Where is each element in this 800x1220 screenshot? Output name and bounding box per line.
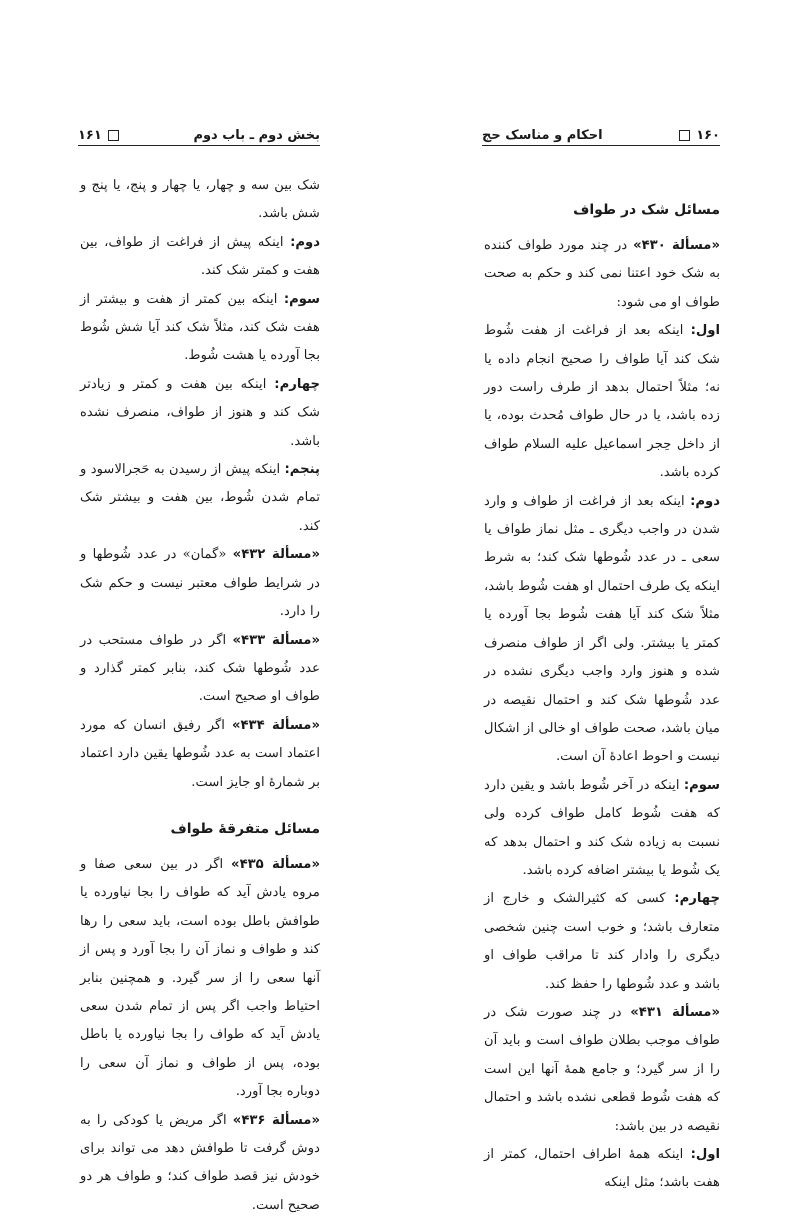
body: اینکه بین کمتر از هفت و بیشتر از هفت شک کند، مثلاً شک کند آیا شش شُوط بجا آورده یا هشت شُوط. (80, 291, 320, 364)
section-title: مسائل متفرقهٔ طواف (170, 820, 320, 837)
running-header (482, 121, 720, 143)
paragraph (484, 317, 720, 487)
lead: دوم: (690, 493, 720, 509)
paragraph (80, 229, 320, 286)
masala-number: «مسألة ۴۳۰» (633, 238, 720, 253)
section-title: مسائل شک در طواف (573, 202, 720, 218)
body: شک بین سه و چهار، یا چهار و پنج، یا پنج و شش باشد. (80, 178, 320, 222)
paragraph (80, 286, 320, 371)
body: کسی که کثیرالشک و خارج از متعارف باشد؛ و خوب است چنین شخصی دیگری را وادار کند تا مراقب طواف او باشد و عدد شُوطها را حفظ کند. (484, 891, 720, 992)
body: اگر مریض یا کودکی را به دوش گرفت تا طوافش دهد می تواند برای خودش نیز قصد طواف کند؛ و طواف هر دو صحیح است. (80, 1112, 320, 1213)
page-number-text: ۱۶۱ (78, 128, 102, 143)
lead: پنجم: (284, 462, 320, 478)
body: اینکه پیش از فراغت از طواف، بین هفت و کمتر شک کند. (80, 234, 320, 279)
paragraph (80, 371, 320, 456)
lead: سوم: (283, 291, 320, 307)
page-box-icon (679, 130, 690, 141)
header-title: احکام و مناسک حج (482, 128, 603, 143)
paragraph (80, 541, 320, 626)
text-column (80, 172, 320, 1220)
body: اگر در طواف مستحب در عدد شُوطها شک کند، بنابر کمتر گذارد و طواف او صحیح است. (80, 632, 320, 705)
lead: دوم: (290, 234, 320, 250)
paragraph (484, 232, 720, 317)
body: اینکه بعد از فراغت از طواف و وارد شدن در واجب دیگری ـ مثل نماز طواف یا سعی ـ در عدد شُوطها شک کند؛ به شرط اینکه یک طرف احتمال او هفت شُوط باشد، مثلاً شک کند آیا هفت شُوط بجا آورده یا کمتر یا بیشتر. ولی اگر از طواف منصرف شده و هنوز وارد واجب دیگری نشده در عدد شُوطها شک کند و احتمال نقیصه در میان باشد، صحت طواف او خالی از اشکال نیست و احوط اعادهٔ آن است. (484, 493, 720, 765)
body: اینکه بعد از فراغت از هفت شُوط شک کند آیا طواف را صحیح انجام داده یا نه؛ مثلاً احتمال بدهد از طرف راست دور زده باشد، یا در حال طواف مُحدث بوده، یا از داخل حِجر اسماعیل علیه السلام طواف کرده باشد. (484, 323, 720, 481)
page-number-text: ۱۶۰ (696, 128, 720, 143)
paragraph (80, 851, 320, 1107)
page-number (78, 128, 119, 143)
paragraph (80, 627, 320, 712)
body: اگر رفیق انسان که مورد اعتماد است به عدد شُوطها یقین دارد اعتماد بر شمارهٔ او جایز است. (80, 717, 320, 790)
paragraph (80, 712, 320, 797)
lead: سوم: (683, 777, 720, 793)
body: اگر در بین سعی صفا و مروه یادش آید که طواف را بجا نیاورده یا طوافش باطل بوده است، باید سعی را رها کند و طواف و نماز آن را بجا آورد و پس از آنها سعی را از سر گیرد. و همچنین بنابر احتیاط واجب اگر پس از تمام شدن سعی یادش آید که طواف را بجا نیاورده یا باطل بوده، پس از طواف و نماز آن سعی را دوباره بجا آورد. (80, 856, 320, 1100)
body: اینکه بین هفت و کمتر و زیادتر شک کند و هنوز از طواف، منصرف نشده باشد. (80, 376, 320, 449)
body: اینکه همهٔ اطراف احتمال، کمتر از هفت باشد؛ مثل اینکه (484, 1147, 720, 1191)
header-rule (78, 145, 320, 146)
masala-number: «مسألة ۴۳۱» (630, 1004, 720, 1020)
page-box-icon (108, 130, 119, 141)
page-160 (400, 0, 800, 1191)
header-title: بخش دوم ـ باب دوم (193, 128, 320, 143)
body: اینکه در آخر شُوط باشد و یقین دارد که هفت شُوط کامل طواف کرده ولی نسبت به زیاده شک کند و احتمال بدهد که یک شُوط یا بیشتر اضافه کرده باشد. (484, 777, 720, 878)
lead: اول: (690, 1147, 720, 1162)
body: در چند صورت شک در طواف موجب بطلان طواف است و باید آن را از سر گیرد؛ و جامع همهٔ آنها این است که هفت شُوط قطعی نشده باشد و احتمال نقیصه در بین باشد: (484, 1004, 720, 1134)
header-rule (482, 145, 720, 146)
paragraph (484, 999, 720, 1141)
masala-number: «مسألة ۴۳۴» (231, 717, 320, 733)
body: اینکه پیش از رسیدن به حَجرالاسود و تمام شدن شُوط، بین هفت و بیشتر شک کند. (80, 462, 320, 534)
paragraph (80, 172, 320, 229)
body: در چند مورد طواف کننده به شک خود اعتنا نمی کند و حکم به صحت طواف او می شود: (484, 238, 720, 310)
masala-number: «مسألة ۴۳۶» (232, 1112, 320, 1128)
body: «گمان» در عدد شُوطها و در شرایط طواف معتبر نیست و حکم شک را دارد. (80, 547, 320, 620)
paragraph (484, 1141, 720, 1198)
text-column (484, 196, 720, 1198)
paragraph (80, 1107, 320, 1220)
running-header (78, 121, 320, 143)
paragraph (484, 488, 720, 772)
masala-number: «مسألة ۴۳۲» (232, 547, 320, 563)
lead: اول: (690, 323, 720, 339)
page-161 (0, 0, 400, 1213)
paragraph (80, 456, 320, 541)
lead: چهارم: (274, 376, 320, 392)
masala-number: «مسألة ۴۳۵» (231, 856, 320, 872)
masala-number: «مسألة ۴۳۳» (232, 632, 320, 648)
paragraph (484, 772, 720, 886)
paragraph (484, 885, 720, 999)
page-number (679, 128, 720, 143)
lead: چهارم: (674, 891, 720, 907)
